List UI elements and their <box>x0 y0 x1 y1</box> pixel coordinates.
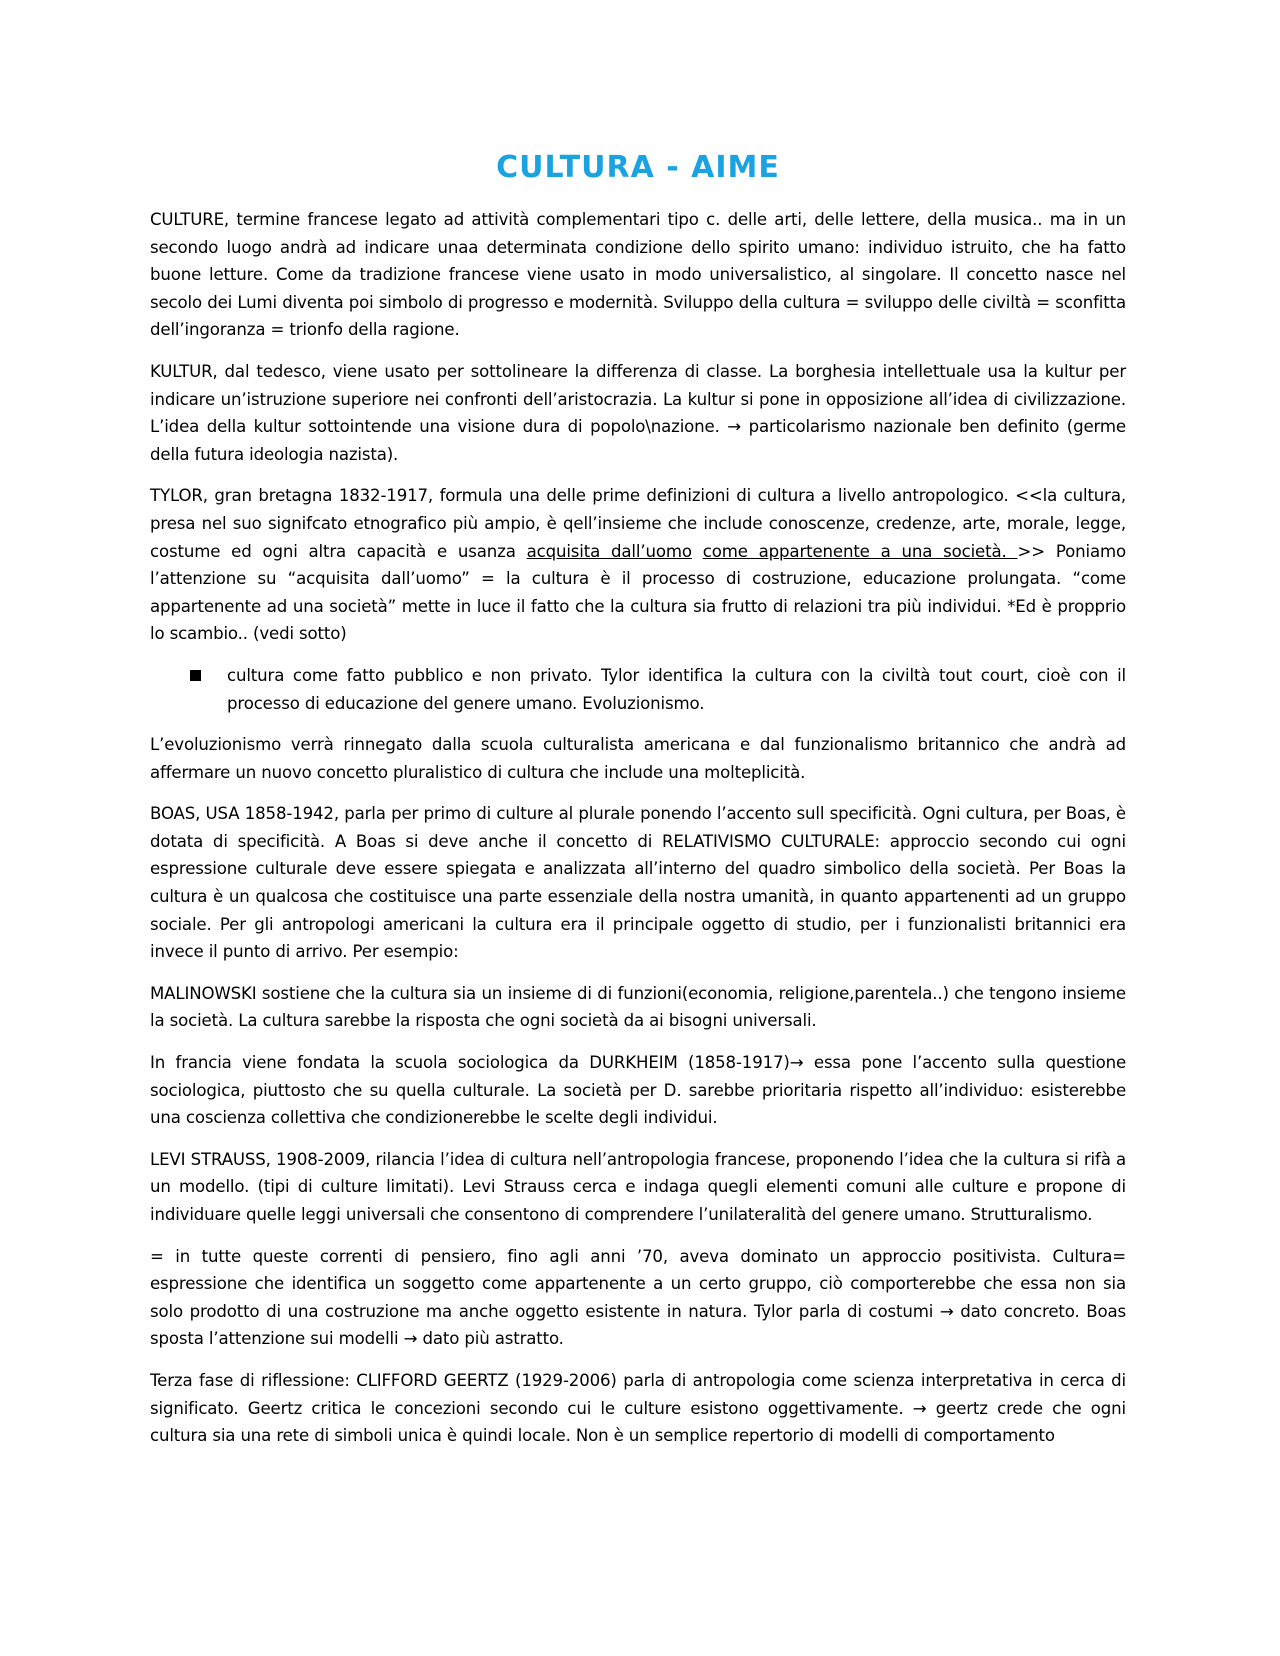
document-page <box>150 148 1126 1464</box>
paragraph-levi-strauss: LEVI STRAUSS, 1908-2009, rilancia l’idea di cultura nell’antropologia francese, proponendo l’idea che la cultura si rifà a un modello. (tipi di culture limitati). Levi Strauss cerca e indaga quegli elementi comuni alle culture e propone di individuare quelle leggi universali che consentono di comprendere l’unilateralità del genere umano. Strutturalismo. <box>150 1149 1126 1224</box>
paragraph-geertz: Terza fase di riflessione: CLIFFORD GEERTZ (1929-2006) parla di antropologia come scienza interpretativa in cerca di significato. Geertz critica le concezioni secondo cui le culture esistono oggettivamente. → geertz crede che ogni cultura sia una rete di simboli unica è quindi locale. Non è un semplice repertorio di modelli di comportamento <box>150 1370 1126 1446</box>
tylor-underline-appartenente: come appartenente a una società. <box>702 541 1018 561</box>
bullet-text: cultura come fatto pubblico e non privato. Tylor identifica la cultura con la civiltà tout court, cioè con il processo di educazione del genere umano. Evoluzionismo. <box>227 665 1126 713</box>
paragraph-culture: CULTURE, termine francese legato ad attività complementari tipo c. delle arti, delle lettere, della musica.. ma in un secondo luogo andrà ad indicare unaa determinata condizione dello spirito umano: individuo istruito, che ha fatto buone letture. Come da tradizione francese viene usato in modo universalistico, al singolare. Il concetto nasce nel secolo dei Lumi diventa poi simbolo di progresso e modernità. Sviluppo della cultura = sviluppo delle civiltà = sconfitta dell’ingoranza = trionfo della ragione. <box>150 210 1126 340</box>
tylor-underline-acquisita: acquisita dall’uomo <box>526 541 692 561</box>
square-bullet-icon <box>190 670 201 681</box>
list-item <box>150 662 1126 717</box>
tylor-text-between <box>692 542 703 561</box>
paragraph-evoluzionismo: L’evoluzionismo verrà rinnegato dalla scuola culturalista americana e dal funzionalismo britannico che andrà ad affermare un nuovo concetto pluralistico di cultura che include una molteplicità. <box>150 735 1126 782</box>
paragraph-tylor <box>150 482 1126 648</box>
tylor-text-before: TYLOR, gran bretagna 1832-1917, formula una delle prime definizioni di cultura a livello antropologico. <<la cultura, presa nel suo signifcato etnografico più ampio, è qell’insieme che include conoscenze, credenze, arte, morale, legge, costume ed ogni altra capacità e usanza <box>150 486 1126 561</box>
paragraph-kultur: KULTUR, dal tedesco, viene usato per sottolineare la differenza di classe. La borghesia intellettuale usa la kultur per indicare un’istruzione superiore nei confronti dell’aristocrazia. La kultur si pone in opposizione all’idea di civilizzazione. L’idea della kultur sottointende una visione dura di popolo\nazione. → particolarismo nazionale ben definito (germe della futura ideologia nazista). <box>150 361 1126 464</box>
paragraph-durkheim: In francia viene fondata la scuola sociologica da DURKHEIM (1858-1917)→ essa pone l’accento sulla questione sociologica, piuttosto che su quella culturale. La società per D. sarebbe prioritaria rispetto all’individuo: esisterebbe una coscienza collettiva che condizionerebbe le scelte degli individui. <box>150 1053 1126 1128</box>
paragraph-boas: BOAS, USA 1858-1942, parla per primo di culture al plurale ponendo l’accento sull specificità. Ogni cultura, per Boas, è dotata di specificità. A Boas si deve anche il concetto di RELATIVISMO CULTURALE: approccio secondo cui ogni espressione culturale deve essere spiegata e analizzata all’interno del quadro simbolico della società. Per Boas la cultura è un qualcosa che costituisce una parte essenziale della nostra umanità, in quanto appartenenti ad un gruppo sociale. Per gli antropologi americani la cultura era il principale oggetto di studio, per i funzionalisti britannici era invece il punto di arrivo. Per esempio: <box>150 804 1126 962</box>
paragraph-positivismo: = in tutte queste correnti di pensiero, fino agli anni ’70, aveva dominato un approccio positivista. Cultura= espressione che identifica un soggetto come appartenente a un certo gruppo, ciò comporterebbe che essa non sia solo prodotto di una costruzione ma anche oggetto esistente in natura. Tylor parla di costumi → dato concreto. Boas sposta l’attenzione sui modelli → dato più astratto. <box>150 1246 1126 1349</box>
page-title: CULTURA - AIME <box>496 150 780 185</box>
tylor-text-after: >> Poniamo l’attenzione su “acquisita dall’uomo” = la cultura è il processo di costruzione, educazione prolungata. “come appartenente ad una società” mette in luce il fatto che la cultura sia frutto di relazioni tra più individui. *Ed è propprio lo scambio.. (vedi sotto) <box>150 541 1126 644</box>
paragraph-malinowski: MALINOWSKI sostiene che la cultura sia un insieme di di funzioni(economia, religione,parentela..) che tengono insieme la società. La cultura sarebbe la risposta che ogni società da ai bisogni universali. <box>150 983 1126 1031</box>
